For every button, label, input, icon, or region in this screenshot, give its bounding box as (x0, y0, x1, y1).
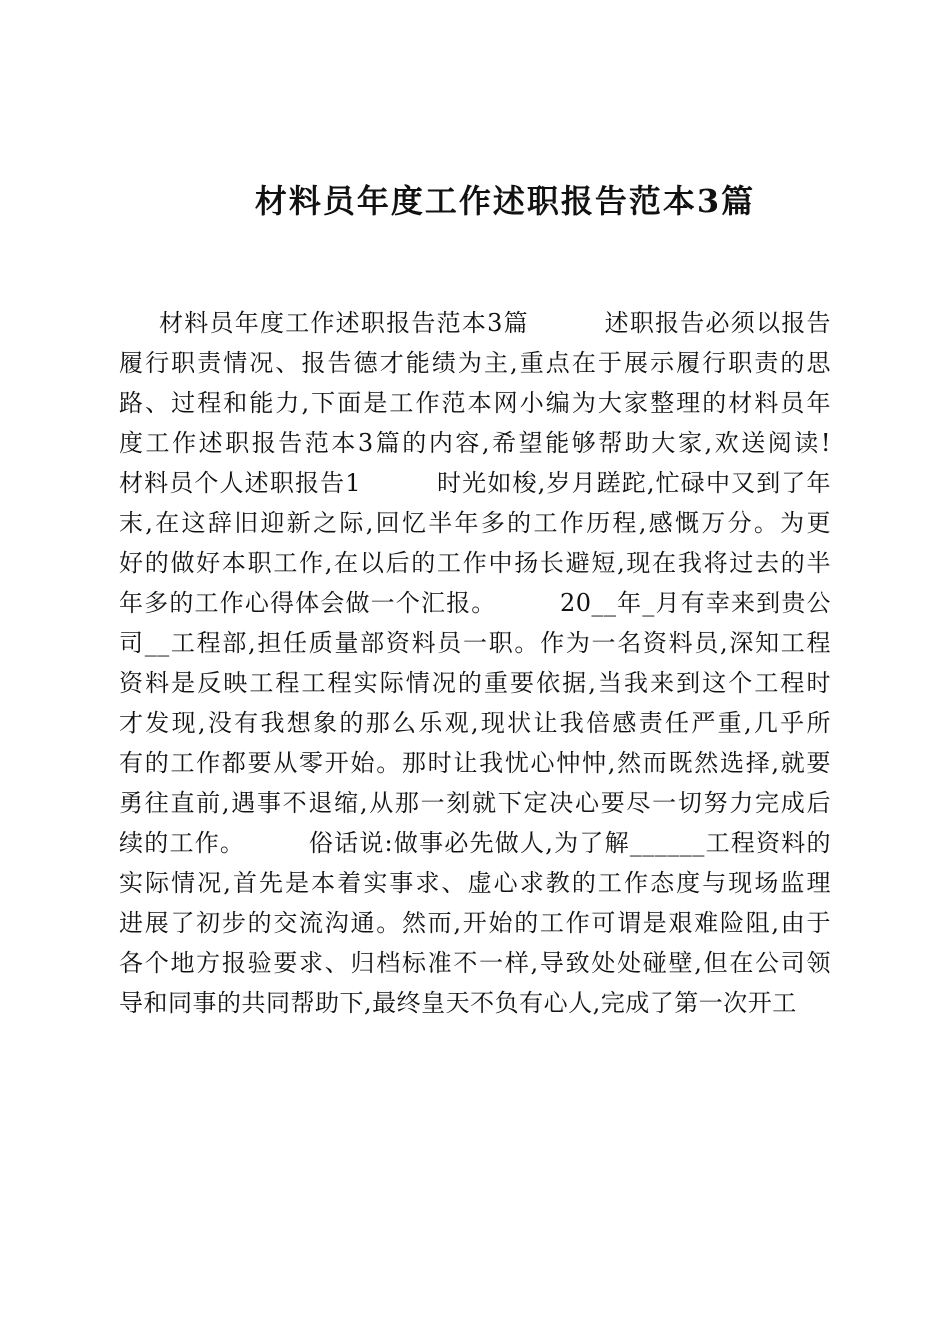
body-line-7: 好的做好本职工作,在以后的工作中扬长避短,现在我将过去的半 (119, 549, 831, 577)
document-body (119, 303, 831, 1023)
body-line-8: 年多的工作心得体会做一个汇报。 20__年_月有幸来到贵公 (119, 589, 831, 617)
body-line-1: 材料员年度工作述职报告范本3篇 述职报告必须以报告 (159, 309, 831, 337)
body-line-13: 勇往直前,遇事不退缩,从那一刻就下定决心要尽一切努力完成后 (119, 789, 831, 817)
body-line-9: 司__工程部,担任质量部资料员一职。作为一名资料员,深知工程 (119, 629, 831, 657)
body-line-17: 各个地方报验要求、归档标准不一样,导致处处碰壁,但在公司领 (119, 949, 831, 977)
body-line-2: 履行职责情况、报告德才能绩为主,重点在于展示履行职责的思 (119, 349, 831, 377)
body-line-18: 导和同事的共同帮助下,最终皇天不负有心人,完成了第一次开工 (119, 989, 797, 1017)
body-line-12: 有的工作都要从零开始。那时让我忧心忡忡,然而既然选择,就要 (119, 749, 831, 777)
body-line-3: 路、过程和能力,下面是工作范本网小编为大家整理的材料员年 (119, 389, 831, 417)
body-line-10: 资料是反映工程工程实际情况的重要依据,当我来到这个工程时 (119, 669, 831, 697)
body-line-14: 续的工作。 俗话说:做事必先做人,为了解______工程资料的 (119, 829, 831, 857)
body-line-16: 进展了初步的交流沟通。然而,开始的工作可谓是艰难险阻,由于 (119, 909, 831, 937)
document-title: 材料员年度工作述职报告范本3篇 (254, 182, 756, 220)
body-line-6: 末,在这辞旧迎新之际,回忆半年多的工作历程,感慨万分。为更 (119, 509, 831, 537)
body-line-15: 实际情况,首先是本着实事求、虚心求教的工作态度与现场监理 (119, 869, 831, 897)
body-line-11: 才发现,没有我想象的那么乐观,现状让我倍感责任严重,几乎所 (119, 709, 831, 737)
body-line-4: 度工作述职报告范本3篇的内容,希望能够帮助大家,欢送阅读! (119, 429, 831, 457)
body-line-5: 材料员个人述职报告1 时光如梭,岁月蹉跎,忙碌中又到了年 (119, 469, 831, 497)
